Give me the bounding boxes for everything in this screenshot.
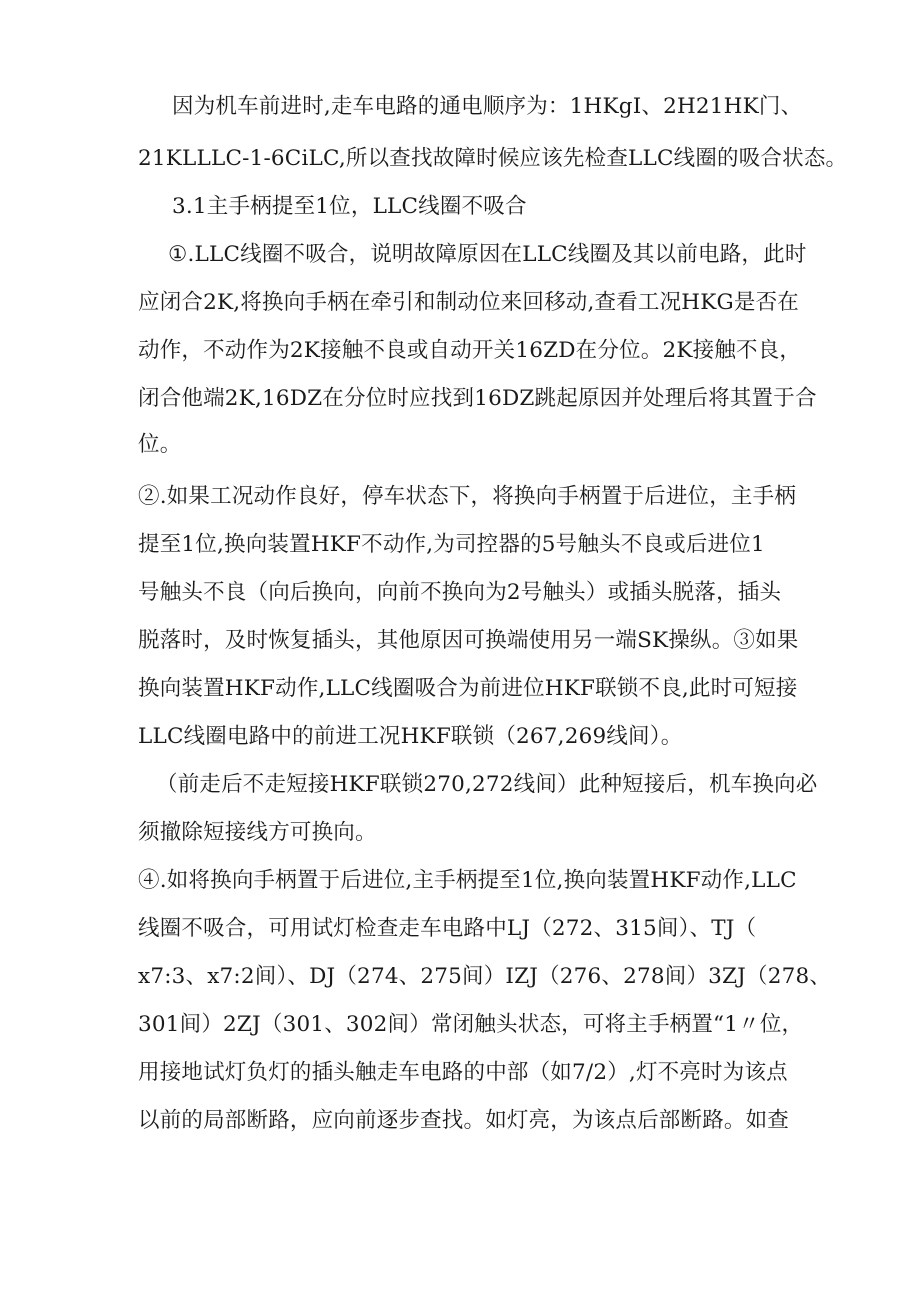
text-line-1: 因为机车前进时,走车电路的通电顺序为：1HKgI、2H21HK门、	[172, 94, 803, 119]
text-line-8: 位。	[138, 432, 182, 457]
text-line-9: ②.如果工况动作良好，停车状态下，将换向手柄置于后进位，主手柄	[138, 484, 797, 509]
text-line-18: 线圈不吸合，可用试灯检查走车电路中LJ（272、315间）、TJ（	[138, 916, 757, 941]
text-line-7: 闭合他端2K,16DZ在分位时应找到16DZ跳起原因并处理后将其置于合	[138, 386, 817, 411]
text-line-12: 脱落时，及时恢复插头，其他原因可换端使用另一端SK操纵。③如果	[138, 628, 799, 653]
text-line-20: 301间）2ZJ（301、302间）常闭触头状态，可将主手柄置“1〃位，	[138, 1012, 804, 1037]
text-line-19: x7:3、x7:2间）、DJ（274、275间）IZJ（276、278间）3ZJ（278、	[138, 964, 832, 989]
text-line-11: 号触头不良（向后换向，向前不换向为2号触头）或插头脱落，插头	[138, 580, 782, 605]
text-line-15: （前走后不走短接HKF联锁270,272线间）此种短接后，机车换向必	[156, 772, 818, 797]
text-line-17: ④.如将换向手柄置于后进位,主手柄提至1位,换向装置HKF动作,LLC	[138, 868, 797, 893]
text-line-14: LLC线圈电路中的前进工况HKF联锁（267,269线间）。	[138, 724, 683, 749]
text-line-6: 动作，不动作为2K接触不良或自动开关16ZD在分位。2K接触不良，	[138, 338, 802, 363]
text-line-2: 21KLLLC-1-6CiLC,所以查找故障时候应该先检查LLC线圈的吸合状态。	[138, 146, 848, 171]
text-line-13: 换向装置HKF动作,LLC线圈吸合为前进位HKF联锁不良,此时可短接	[138, 676, 798, 701]
text-line-21: 用接地试灯负灯的插头触走车电路的中部（如7/2）,灯不亮时为该点	[138, 1060, 788, 1085]
text-line-4: ①.LLC线圈不吸合，说明故障原因在LLC线圈及其以前电路，此时	[168, 242, 807, 267]
text-line-5: 应闭合2K,将换向手柄在牵引和制动位来回移动,查看工况HKG是否在	[138, 290, 799, 315]
text-line-16: 须撤除短接线方可换向。	[138, 820, 377, 845]
text-line-10: 提至1位,换向装置HKF不动作,为司控器的5号触头不良或后进位1	[138, 532, 765, 557]
text-line-22: 以前的局部断路，应向前逐步查找。如灯亮，为该点后部断路。如查	[138, 1108, 790, 1133]
text-line-3: 3.1主手柄提至1位，LLC线圈不吸合	[172, 194, 527, 219]
